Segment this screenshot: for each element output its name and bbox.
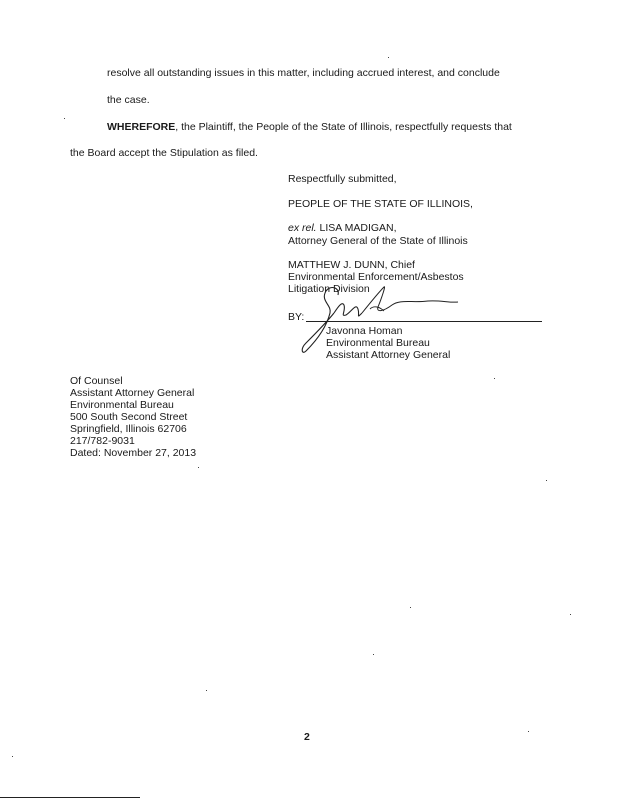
scan-speck	[64, 118, 65, 119]
counsel-street: 500 South Second Street	[70, 411, 188, 423]
scan-speck	[410, 607, 411, 608]
signer-bureau: Environmental Bureau	[326, 337, 430, 349]
scan-speck	[546, 480, 547, 481]
chief-name: MATTHEW J. DUNN, Chief	[288, 259, 415, 271]
counsel-dated: Dated: November 27, 2013	[70, 447, 197, 459]
people-of-illinois: PEOPLE OF THE STATE OF ILLINOIS,	[288, 198, 473, 210]
scan-speck	[206, 690, 207, 691]
page-number: 2	[304, 731, 310, 743]
body-line-2: the case.	[107, 94, 150, 106]
chief-division-2: Litigation Division	[288, 283, 370, 295]
ex-rel-line	[288, 222, 397, 234]
ag-title: Attorney General of the State of Illinois	[288, 235, 468, 247]
scan-speck	[528, 731, 529, 732]
by-label: BY:	[288, 311, 305, 323]
counsel-city: Springfield, Illinois 62706	[70, 423, 187, 435]
wherefore-word: WHEREFORE	[107, 121, 176, 133]
wherefore-line	[107, 121, 512, 133]
scan-speck	[12, 756, 13, 757]
counsel-phone: 217/782-9031	[70, 435, 135, 447]
counsel-heading: Of Counsel	[70, 375, 123, 387]
chief-division-1: Environmental Enforcement/Asbestos	[288, 271, 464, 283]
counsel-title: Assistant Attorney General	[70, 387, 195, 399]
footer-rule	[0, 797, 140, 798]
body-line-4: the Board accept the Stipulation as filed.	[70, 147, 258, 159]
wherefore-rest: , the Plaintiff, the People of the State of Illinois, respectfully requests that	[175, 121, 512, 133]
scan-speck	[494, 378, 495, 379]
scan-speck	[570, 614, 571, 615]
ex-rel-label: ex rel.	[288, 222, 317, 234]
respectfully-submitted: Respectfully submitted,	[288, 173, 397, 185]
scan-speck	[373, 654, 374, 655]
scan-speck	[198, 467, 199, 468]
scan-speck	[388, 57, 389, 58]
counsel-bureau: Environmental Bureau	[70, 399, 174, 411]
signer-name: Javonna Homan	[326, 325, 403, 337]
body-line-1: resolve all outstanding issues in this matter, including accrued interest, and conclude	[107, 67, 500, 79]
signer-title: Assistant Attorney General	[326, 349, 451, 361]
ag-name: LISA MADIGAN,	[316, 222, 397, 234]
